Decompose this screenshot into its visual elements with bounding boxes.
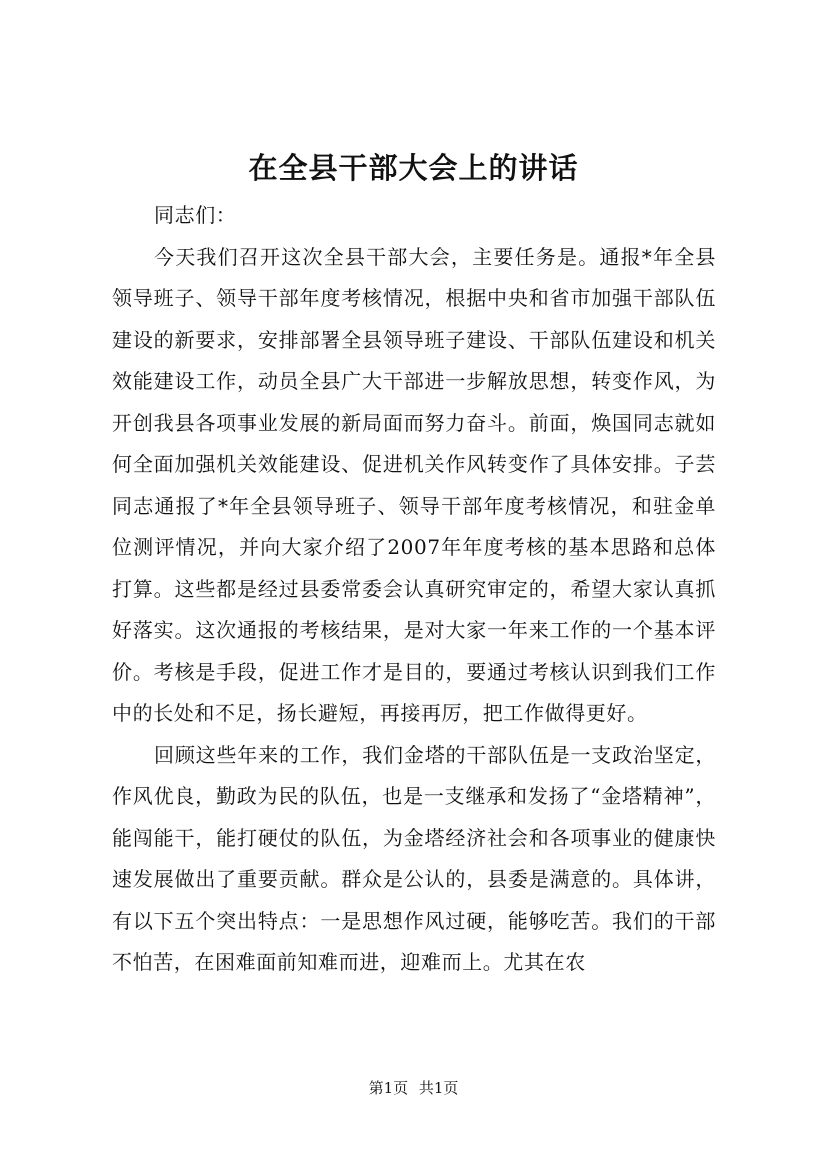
paragraph-1: 今天我们召开这次全县干部大会，主要任务是。通报*年全县领导班子、领导干部年度考核情况，根据中央和省市加强干部队伍建设的新要求，安排部署全县领导班子建设、干部队伍建设和机关效能建设工作，动员全县广大干部进一步解放思想，转变作风，为开创我县各项事业发展的新局面而努力奋斗。前面，焕国同志就如何全面加强机关效能建设、促进机关作风转变作了具体安排。子芸同志通报了*年全县领导班子、领导干部年度考核情况，和驻金单位测评情况，并向大家介绍了2007年年度考核的基本思路和总体打算。这些都是经过县委常委会认真研究审定的，希望大家认真抓好落实。这次通报的考核结果，是对大家一年来工作的一个基本评价。考核是手段，促进工作才是目的，要通过考核认识到我们工作中的长处和不足，扬长避短，再接再厉，把工作做得更好。: [112, 244, 716, 725]
document-title: 在全县干部大会上的讲话: [248, 151, 579, 185]
salutation: 同志们：: [154, 203, 237, 227]
page-number: 第1页: [368, 1079, 409, 1097]
document-body: [112, 195, 716, 984]
page-total: 共1页: [418, 1079, 459, 1097]
paragraph-2: 回顾这些年来的工作，我们金塔的干部队伍是一支政治坚定，作风优良，勤政为民的队伍，也是一支继承和发扬了“金塔精神”，能闯能干，能打硬仗的队伍，为金塔经济社会和各项事业的健康快速发展做出了重要贡献。群众是公认的，县委是满意的。具体讲，有以下五个突出特点：一是思想作风过硬，能够吃苦。我们的干部不怕苦，在困难面前知难而进，迎难而上。尤其在农: [112, 742, 716, 974]
page-footer: [0, 1077, 827, 1099]
